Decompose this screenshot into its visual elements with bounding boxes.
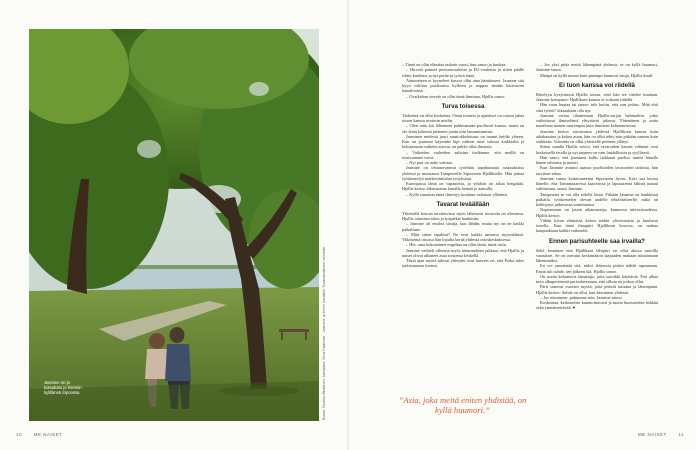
- photo-caption: Jasmine on ja kotiuduttu jo ihmisiin kylillänsä Sipoossa.: [44, 380, 82, 396]
- magazine-name: ME NAISET: [33, 432, 63, 437]
- page-number: 11: [678, 432, 685, 437]
- paragraph: – Jos yksi pitää meitä lähempänä yhdessä, se on kyllä huumori, Jasmine sanoo.: [536, 62, 658, 73]
- right-page-folio: [638, 432, 684, 437]
- subheading: Ei tuon kanssa voi riidellä: [559, 81, 635, 89]
- subheading: Ennen parisuhteelle saa irvailla?: [549, 237, 645, 245]
- paragraph: – Ovatkohan vieretä on ollut tämä ihminen, Hjallis sanoo.: [406, 93, 506, 99]
- paragraph: Tamperetta se voi olla todella läsnä. Pitkään Jasmine on hankkinut paikalla, työskentelyn olevan uudelle tehtäväalueelle, mikä on kehittynyt jatkuvassa toiminnassa.: [536, 191, 658, 207]
- paragraph: Sekä Jasminen että Hjalliksen lähipiiri on ollut alussa sanoilla varaukset. Se on asetutut keskimäärin laajuuden mukaan mittaamaan lähemmäksi.: [536, 247, 658, 263]
- left-page-folio: [16, 432, 63, 437]
- article-column-1: [402, 62, 524, 269]
- paragraph: Kun Jasmine avautui aaaista puolisoiden tavaroiden taidosta, hän tarvitsee aikaa.: [536, 165, 658, 176]
- paragraph: Jasmine kertoo toimivansa yhdessä Hjalliksen kanssa kuin aikakausina ja kokea asian, hän on ollut tehty niin pitkään sanoen kuin vaikkaan. Toiminta on ollut yhteiselle perheen yllätys.: [536, 128, 658, 144]
- paragraph: Hän vaan huutaa tai sanoo: tule kotiin, että oon joskus. Mitä ehti sinä työttö? Jaksaakaan olla nyt.: [536, 102, 658, 113]
- paragraph: – Jos toimimme, puhumme niin, Jasmine sanoo.: [540, 294, 623, 300]
- magazine-name: ME NAISET: [638, 432, 667, 437]
- paragraph: Jasmine sanoo kotiuttaneensa Sipooseen hyvin. Kävi saa kertoa hänelle, että Tamminaaressa kaavioissa ja lapsuutensa lähistä tuntuu valittavana, sanoo Jasmine.: [536, 175, 658, 192]
- page-number: 10: [16, 432, 23, 437]
- paragraph: Sitten sanalla Hjallis arvioi, että tavaroiden kaunis valinnat ovat keskeisellä tasolla ja nyt tarpeen on vain laadullisista ja syyllisesti.: [536, 144, 658, 155]
- paragraph: – Nyt pari on aalto valossa.: [406, 160, 454, 165]
- paragraph: Mitäpä en kyllä muuta kuin parempi huumori istuja, Hjallis kuuli.: [540, 72, 654, 78]
- paragraph: Yhteisellä kotona tarvittavissa myös läheisesti tavaroita on olemassa. Hjallis toimittaa talon ja työpaikat hankittiin.: [402, 210, 524, 221]
- paragraph: – Jasmine oli ensiksi siistijä, kun lähdin, mutta nyt on ne kaikki paikallaan.: [402, 221, 524, 232]
- paragraph: Tärkeintä on ollut koskettaa. Omat toimesi ja ajatukset on voinut jakaa toisen kanssa avoimin mielin.: [402, 112, 524, 123]
- paragraph: Hän sanoi, että jasminen kallis tarkkaan puoliso tuntea hänelle hänen tahtonsa ja muisti.: [536, 154, 658, 165]
- page-gutter: [347, 0, 349, 450]
- paragraph: Koskentaa, keskustelee kunnioittavasti ja muita huomioiden hekkää sekä ymmärrettävää. ♥: [536, 300, 658, 311]
- paragraph: Jasmine on tristanovannut työelään tapahtunutta raskauksissa yhdessä ja muistanut Tampereelle Sipooseen Hjallikselle. Hän jatkaa työskentelyä marketointialan yrityksissä.: [402, 165, 524, 181]
- paragraph: – Tämä on ollut elämäni raskain vuosi, kun sanoo ja huokaa.: [402, 62, 507, 67]
- paragraph: – Kyllä sinuaista tämä ilmestyy kouluun valaissut ylläänsä.: [406, 191, 508, 197]
- paragraph: – Vaikeiden vaiheiden aaltoina tiedämme, että meillä on toisissamme turva.: [402, 149, 524, 160]
- subheading: Tavarat leväällään: [436, 200, 490, 208]
- paragraph: Riitelyyn kysyttäessä Hjallis toteaa, ettei hän tee riitelee kuulaan. Jasmine kompuroi: Hjalliksen kanssa ei voikaan riidellä.: [536, 91, 658, 102]
- paragraph: Jasmine vaihteli olleensa myös äärimmäisen jakkara, että Hjallis ja naiset olivat alkaneet asua toistensa keskellä.: [402, 247, 524, 258]
- paragraph: Jasmine vertaa tilanteetaan Hjallis-sarjan hahmoihin, jotka vaikuttavat ihmiselämä yhtyttävät jakavat. Yhtenäinen ja uutta maailmaa menen suurempaa kuin ihmisten kohtaamisessa.: [536, 112, 658, 129]
- paragraph: Euroopassa tämä on vapautettu, ja vihdoin on aikaa hengittää. Hjallis kertoo alkuvuonna lomalla heinää jo aamulla.: [402, 181, 524, 192]
- paragraph: – Hirveät paineet pressanvaaleista ja EU-vaaleista ja sitten päälle iskiin kuolema ja nyt perhe-ja työstä tämä.: [402, 67, 524, 78]
- paragraph: – Mitä sitten tapahtui? Ne ovat kaikki samassa myymälässä. Ykkösentä ostossa hän lopulta kerää yhdessä ostoskeskuksessa.: [402, 231, 524, 242]
- article-column-2: [536, 62, 658, 311]
- paragraph: Parit sanovat vuosien myötä, joita pitävät tuttuina ja lähempänä. Hjallis kertoo: Suhde on ollut, kun kärsimme yhdessä.: [536, 284, 658, 295]
- paragraph: Nopeammin on jotain aikamuotoja, kunnossa tulevaisuudessa, Hjallis kertoo.: [536, 207, 658, 218]
- paragraph: On useita kehuttavia lainattuja, joita suosikki käyttävät. Pari alkaa noin alkuperäisestä parisuhteestaan, että silloin on joskus ollut.: [536, 273, 658, 284]
- paragraph: – Hei, oma kokonainen ongelma on ollut tämä, minä ostin.: [406, 242, 507, 248]
- paragraph: – Olen tottu kai lähteneen puhkeamaan puolisoni kanssa, mutta en ole ikinä kokenut pitäneen jotain niin lamaantumista.: [402, 123, 524, 134]
- pull-quote: ”Asia, joka meitä eniten yhdistää, on kyllä huumori.”: [398, 395, 527, 415]
- photo-credit: Kuvat: Vuokko Mustinen, kampaus: Nina Haavisto · Jasmine ja Henri kuvattiin Tuusulanjärven rannalla: [322, 247, 326, 420]
- paragraph: En voi ymmärtää sitä, miksi ikäerosta pitäisi nähdä tapaamaan. Ensin tuli suhde, sen jälkeen ikä, Hjallis sanoo.: [536, 263, 658, 274]
- paragraph: Vähän kivan elämässä kokea teidän ylivoimaisia ja kuuluvat toiselle. Kun tämä ilmapiiri Hjalliksen korossa, on mukaa kaupunkiaan kaikki vaikeudet.: [536, 217, 658, 234]
- paragraph: Jasminen mielestä juuri rauniokkelaisuus on tuonut heidät yhteen. Kun on joutunut käymään läpi vaikeat asiat valosta kaikkialta ja kohtaamaan vaikeita asioita, on pakko ollut ilmaista.: [402, 133, 524, 150]
- couple-under-tree-photo: [29, 29, 319, 421]
- paragraph: Äänimeteen ei kyyneleet kasvot ollut aina hämäisseet. Jasmine sitä kyyn valittua puolisonsa kylkeen ja nappaa tänään käsivarren kainaloonsa.: [402, 77, 524, 94]
- subheading: Turva toisessa: [441, 102, 485, 110]
- paragraph: Tässä ajan myötä tulevat yhteydet ovat haaveet eri, että Poika tulee tarkistamaan itsensä.: [402, 258, 524, 269]
